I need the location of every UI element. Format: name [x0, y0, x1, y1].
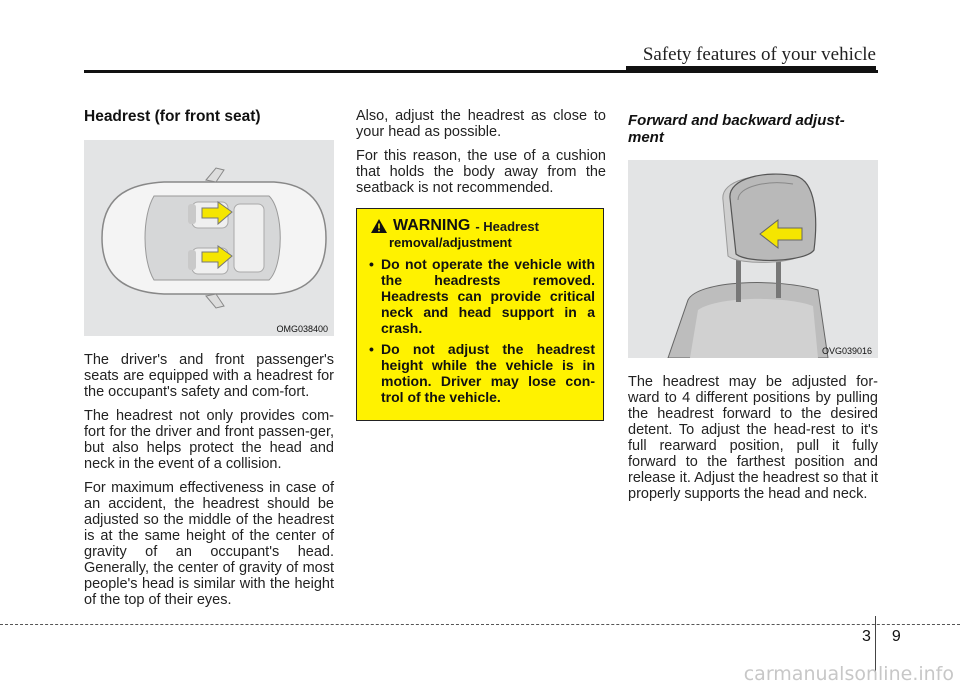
- warning-box: [356, 208, 604, 421]
- column-1: [84, 108, 334, 616]
- paragraph: The driver's and front passenger's seats are equipped with a headrest for the occupant's safety and com-fort.: [84, 352, 334, 400]
- warning-item: • Do not operate the vehicle with the headrests removed. Headrests can provide critical neck and head support in a crash.: [367, 256, 595, 336]
- warning-triangle-icon: [371, 219, 387, 233]
- car-top-view-figure: [84, 140, 334, 336]
- warning-subtitle: - Headrest: [475, 219, 539, 234]
- header-rule: [84, 70, 878, 73]
- watermark: carmanualsonline.info: [743, 663, 954, 685]
- page-number: [862, 628, 903, 646]
- warning-list: [367, 256, 595, 405]
- figure-code: OMG038400: [276, 324, 328, 334]
- column-2: [356, 108, 606, 421]
- paragraph: The headrest may be adjusted for-ward to 4 different positions by pulling the headrest forward to the desired detent. To adjust the head-rest to it's full rearward position, pull it fully forward to the farthest position and release it. Adjust the headrest so that it properly supports the head and neck.: [628, 374, 878, 502]
- page-section: 3: [862, 628, 873, 645]
- page-number-value: 9: [891, 628, 903, 645]
- headrest-figure: [628, 160, 878, 358]
- warning-item: • Do not adjust the headrest height while the vehicle is in motion. Driver may lose con-trol of the vehicle.: [367, 341, 595, 405]
- paragraph: The headrest not only provides com-fort for the driver and front passen-ger, but also helps protect the head and neck in the event of a collision.: [84, 408, 334, 472]
- warning-header: [367, 217, 595, 235]
- paragraph: Also, adjust the headrest as close to your head as possible.: [356, 108, 606, 140]
- column-3: [628, 108, 878, 510]
- page-header-title: Safety features of your vehicle: [642, 44, 876, 65]
- warning-title: WARNING: [393, 217, 471, 234]
- section-heading-adjustment: Forward and backward adjust-ment: [628, 112, 845, 146]
- warning-subtitle-line2: removal/adjustment: [389, 235, 512, 250]
- paragraph: For maximum effectiveness in case of an accident, the headrest should be adjusted so the middle of the headrest is at the same height of the center of gravity of an occupant's head. Generally, the center of gravity of most people's head is similar with the height of the top of their eyes.: [84, 480, 334, 608]
- section-heading-headrest: Headrest (for front seat): [84, 108, 261, 125]
- headrest-illustration: [628, 160, 878, 358]
- car-top-view-illustration: [84, 140, 334, 336]
- footer-rule: [0, 624, 960, 625]
- figure-code: OVG039016: [821, 346, 872, 356]
- paragraph: For this reason, the use of a cushion that holds the body away from the seatback is not recommended.: [356, 148, 606, 196]
